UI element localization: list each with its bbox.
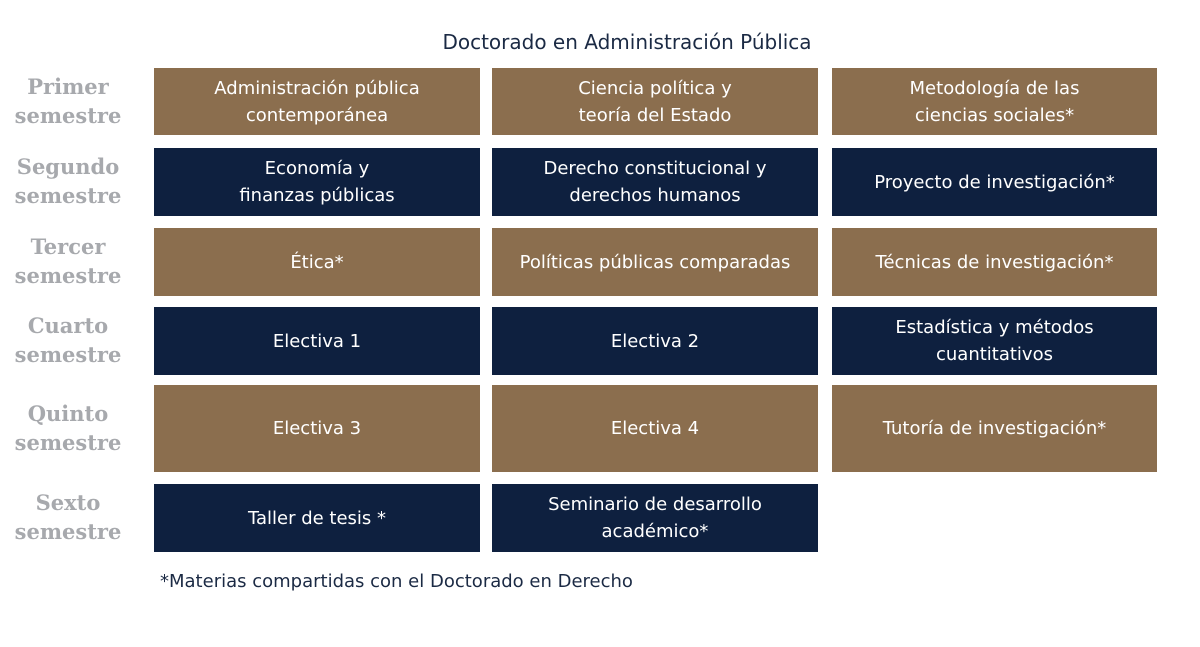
course-cell: Derecho constitucional y derechos humanos xyxy=(492,148,818,216)
course-cell: Seminario de desarrollo académico* xyxy=(492,484,818,552)
course-cell: Economía y finanzas públicas xyxy=(154,148,480,216)
course-cell: Técnicas de investigación* xyxy=(832,228,1157,296)
course-cell: Ciencia política y teoría del Estado xyxy=(492,68,818,135)
course-cell: Políticas públicas comparadas xyxy=(492,228,818,296)
course-cell: Electiva 2 xyxy=(492,307,818,375)
course-cell: Electiva 4 xyxy=(492,385,818,472)
course-cell: Tutoría de investigación* xyxy=(832,385,1157,472)
semester-label-1: Primer semestre xyxy=(14,74,122,128)
semester-label-2: Segundo semestre xyxy=(14,154,122,208)
footnote: *Materias compartidas con el Doctorado en Derecho xyxy=(160,571,633,592)
semester-label-3: Tercer semestre xyxy=(14,234,122,288)
course-cell: Electiva 3 xyxy=(154,385,480,472)
course-cell: Metodología de las ciencias sociales* xyxy=(832,68,1157,135)
course-cell: Estadística y métodos cuantitativos xyxy=(832,307,1157,375)
course-cell: Electiva 1 xyxy=(154,307,480,375)
course-cell: Proyecto de investigación* xyxy=(832,148,1157,216)
semester-label-6: Sexto semestre xyxy=(14,490,122,544)
semester-label-5: Quinto semestre xyxy=(14,401,122,455)
course-cell: Taller de tesis * xyxy=(154,484,480,552)
diagram-title: Doctorado en Administración Pública xyxy=(442,30,812,54)
semester-label-4: Cuarto semestre xyxy=(14,313,122,367)
course-cell: Administración pública contemporánea xyxy=(154,68,480,135)
course-cell: Ética* xyxy=(154,228,480,296)
